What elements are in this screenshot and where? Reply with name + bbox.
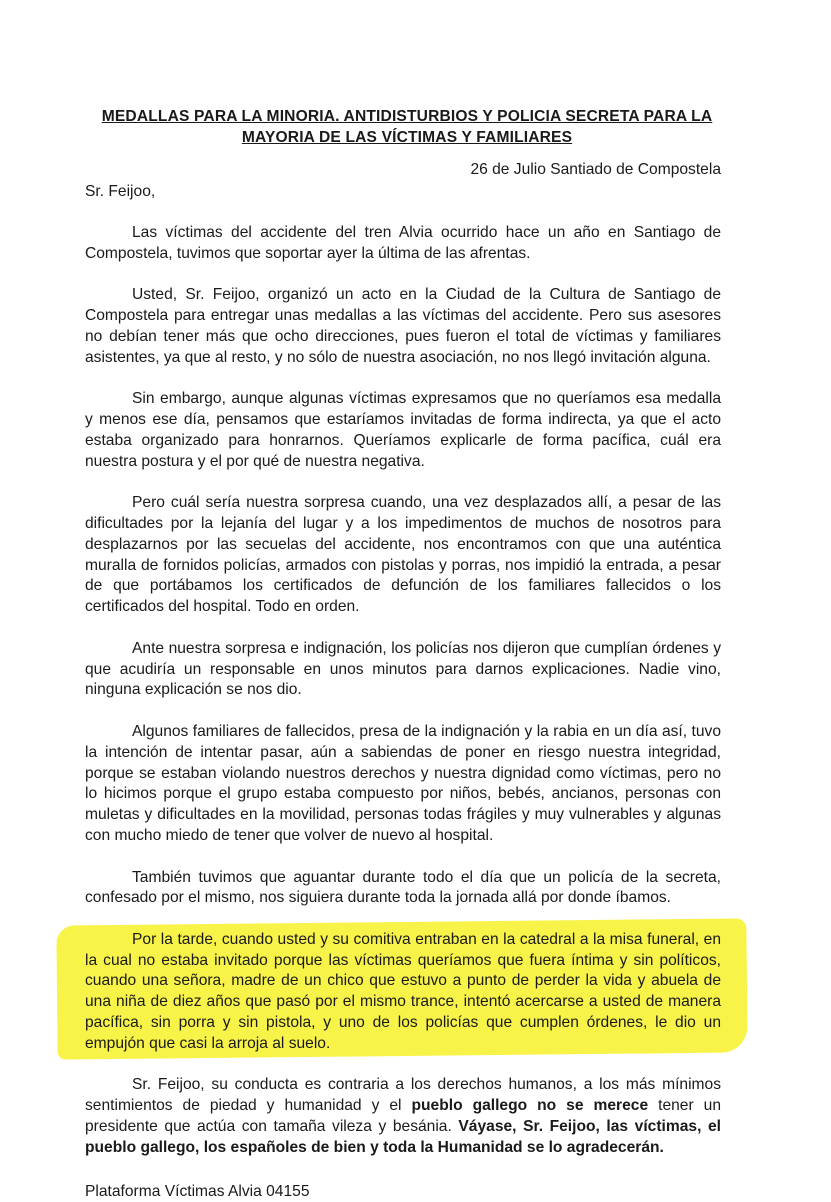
final-text-2: tener un presidente que actúa con tamaña vileza y besánia. bbox=[85, 1097, 721, 1136]
signature: Plataforma Víctimas Alvia 04155 bbox=[85, 1182, 310, 1200]
salutation: Sr. Feijoo, bbox=[85, 183, 156, 200]
title-line-2: MAYORIA DE LAS VÍCTIMAS Y FAMILIARES bbox=[241, 129, 573, 146]
paragraph-7: También tuvimos que aguantar durante todo el día que un policía de la secreta, confesado por el mismo, nos siguiera durante toda la jornada allá por donde íbamos. bbox=[85, 868, 721, 907]
final-text-1: Sr. Feijoo, su conducta es contraria a los derechos humanos, a los más mínimos sentimientos de piedad y humanidad y el bbox=[85, 1076, 721, 1115]
letter-title bbox=[85, 106, 721, 148]
final-bold-1: pueblo gallego no se merece bbox=[411, 1097, 649, 1115]
highlighted-paragraph: Por la tarde, cuando usted y su comitiva entraban en la catedral a la misa funeral, en la cual no estaba invitado porque las víctimas queríamos que fuera íntima y sin políticos, cuando una señora, madre de un chico que estuvo a punto de perder la vida y abuela de una niña de diez años que pasó por el mismo trance, intentó acercarse a usted de manera pacífica, sin porra y sin pistola, y uno de los policías que cumplen órdenes, le dio un empujón que casi la arroja al suelo. bbox=[85, 930, 721, 1052]
paragraph-4: Pero cuál sería nuestra sorpresa cuando, una vez desplazados allí, a pesar de las dificultades por la lejanía del lugar y a los impedimentos de muchos de nosotros para desplazarnos por las secuelas del accidente, nos encontramos con que una auténtica muralla de fornidos policías, armados con pistolas y porras, nos impidió la entrada, a pesar de que portábamos los certificados de defunción de los familiares fallecidos o los certificados del hospital. Todo en orden. bbox=[85, 494, 721, 616]
paragraph-5: Ante nuestra sorpresa e indignación, los policías nos dijeron que cumplían órdenes y que acudiría un responsable en unos minutos para darnos explicaciones. Nadie vino, ninguna explicación se nos dio. bbox=[85, 639, 721, 699]
paragraph-3: Sin embargo, aunque algunas víctimas expresamos que no queríamos esa medalla y menos ese día, pensamos que estaríamos invitadas de forma indirecta, ya que el acto estaba organizado para honrarnos. Queríamos explicarle de forma pacífica, cuál era nuestra postura y el por qué de nuestra negativa. bbox=[85, 390, 721, 470]
final-paragraph bbox=[85, 1075, 721, 1158]
paragraph-1: Las víctimas del accidente del tren Alvia ocurrido hace un año en Santiago de Compostela, tuvimos que soportar ayer la última de las afrentas. bbox=[85, 223, 721, 262]
final-bold-2: Váyase, Sr. Feijoo, las víctimas, el pueblo gallego, los españoles de bien y toda la Humanidad se lo agradecerán. bbox=[85, 1118, 722, 1156]
paragraph-2: Usted, Sr. Feijoo, organizó un acto en la Ciudad de la Cultura de Santiago de Compostela para entregar unas medallas a las víctimas del accidente. Pero sus asesores no debían tener más que ocho direcciones, pues fueron el total de víctimas y familiares asistentes, ya que al resto, y no sólo de nuestra asociación, no nos llegó invitación alguna. bbox=[85, 286, 721, 366]
date-place: 26 de Julio Santiado de Compostela bbox=[470, 161, 721, 178]
highlighted-section bbox=[85, 930, 721, 1055]
paragraph-6: Algunos familiares de fallecidos, presa de la indignación y la rabia en un día así, tuvo la intención de intentar pasar, aún a sabiendas de poner en riesgo nuestra integridad, porque se estaban violando nuestros derechos y nuestra dignidad como víctimas, pero no lo hicimos porque el grupo estaba compuesto por niños, bebés, ancianos, personas con muletas y dificultades en la movilidad, personas todas frágiles y muy vulnerables y algunas con mucho miedo de tener que volver de nuevo al hospital. bbox=[85, 722, 721, 844]
title-line-1: MEDALLAS PARA LA MINORIA. ANTIDISTURBIOS Y POLICIA SECRETA PARA LA bbox=[101, 108, 713, 125]
